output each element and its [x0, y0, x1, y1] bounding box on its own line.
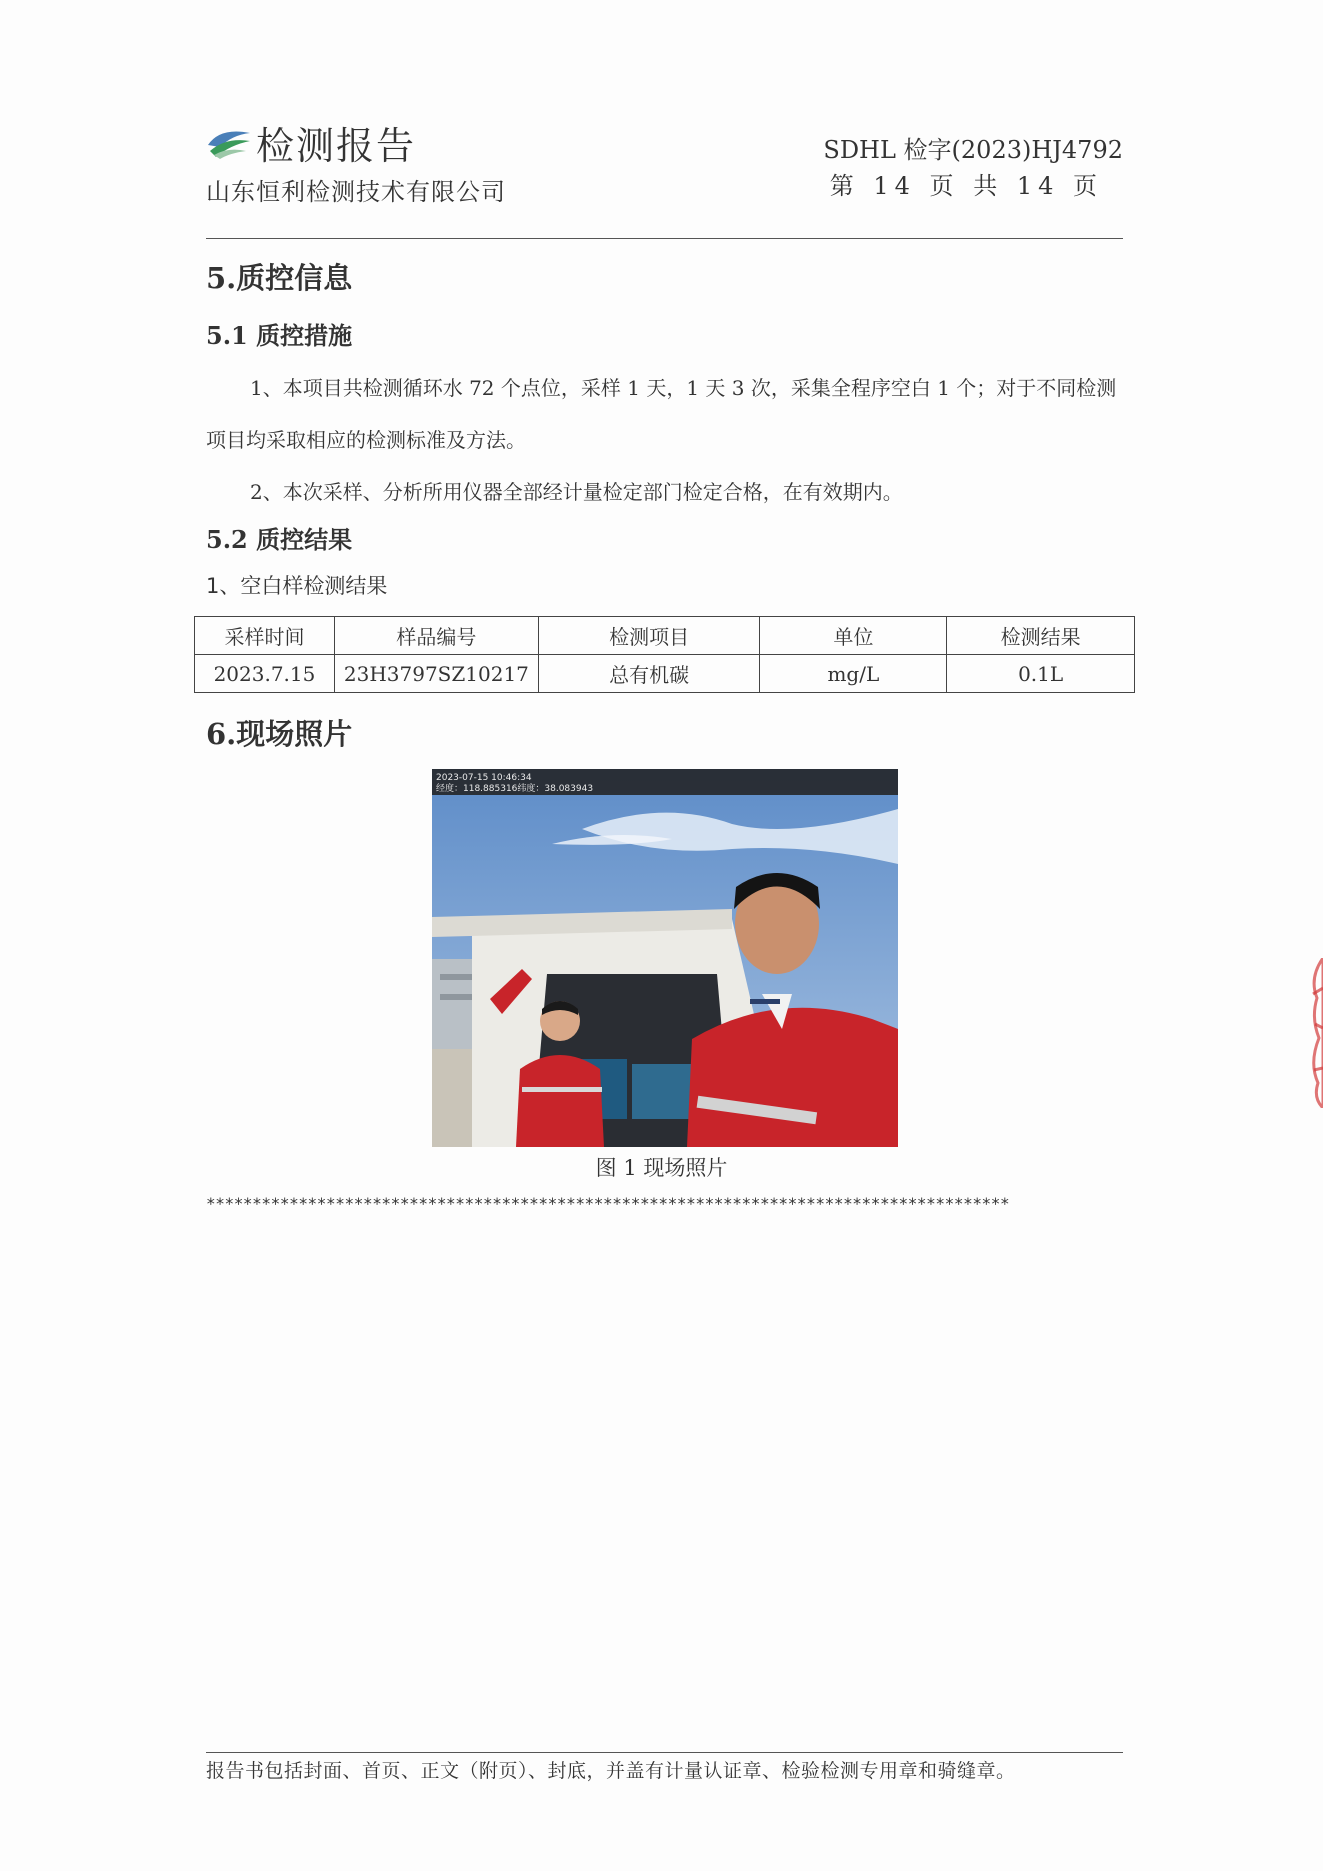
section-5-1-title: 5.1 质控措施: [206, 321, 353, 350]
cell-result: 0.1L: [947, 655, 1135, 693]
logo-row: [206, 118, 506, 166]
col-header-result: 检测结果: [947, 617, 1135, 655]
header-left: [206, 118, 506, 207]
col-header-sampling-time: 采样时间: [195, 617, 335, 655]
col-header-sample-id: 样品编号: [334, 617, 538, 655]
section-5-2-title: 5.2 质控结果: [206, 525, 353, 554]
company-name: 山东恒利检测技术有限公司: [206, 178, 506, 206]
footer-note: 报告书包括封面、首页、正文（附页）、封底，并盖有计量认证章、检验检测专用章和骑缝章。: [206, 1760, 1016, 1782]
col-header-test-item: 检测项目: [538, 617, 760, 655]
report-number: SDHL 检字(2023)HJ4792: [823, 136, 1123, 164]
col-header-unit: 单位: [760, 617, 947, 655]
table-header-row: [195, 617, 1135, 655]
photo-timestamp: 2023-07-15 10:46:34: [436, 773, 532, 783]
table-row: [195, 655, 1135, 693]
cell-sample-id: 23H3797SZ10217: [334, 655, 538, 693]
company-logo-icon: [206, 125, 252, 159]
seam-stamp-edge: [1309, 958, 1323, 1108]
cell-unit: mg/L: [760, 655, 947, 693]
footer-divider: [206, 1752, 1123, 1753]
header-right: [823, 132, 1123, 204]
site-photo-illustration: [432, 769, 898, 1147]
cell-test-item: 总有机碳: [538, 655, 760, 693]
page-info: 第 14 页 共 14 页: [829, 172, 1103, 200]
blank-sample-table: [194, 616, 1135, 693]
photo-caption: 图 1 现场照片: [595, 1156, 728, 1180]
cell-sampling-time: 2023.7.15: [195, 655, 335, 693]
blank-sample-title: 1、空白样检测结果: [206, 574, 388, 598]
report-title: 检测报告: [256, 123, 417, 168]
section-6-title: 6.现场照片: [206, 717, 353, 751]
header-divider: [206, 238, 1123, 239]
qc-measure-1: 1、本项目共检测循环水 72 个点位，采样 1 天，1 天 3 次，采集全程序空白 1 个；对于不同检测项目均采取相应的检测标准及方法。: [206, 376, 1117, 452]
qc-measure-2: 2、本次采样、分析所用仪器全部经计量检定部门检定合格，在有效期内。: [250, 480, 903, 504]
site-photo: [432, 769, 898, 1147]
section-5-title: 5.质控信息: [206, 261, 353, 295]
photo-coordinates: 经度：118.885316纬度：38.083943: [436, 784, 594, 794]
end-separator: ***************************************************************************************: [206, 1194, 1010, 1213]
